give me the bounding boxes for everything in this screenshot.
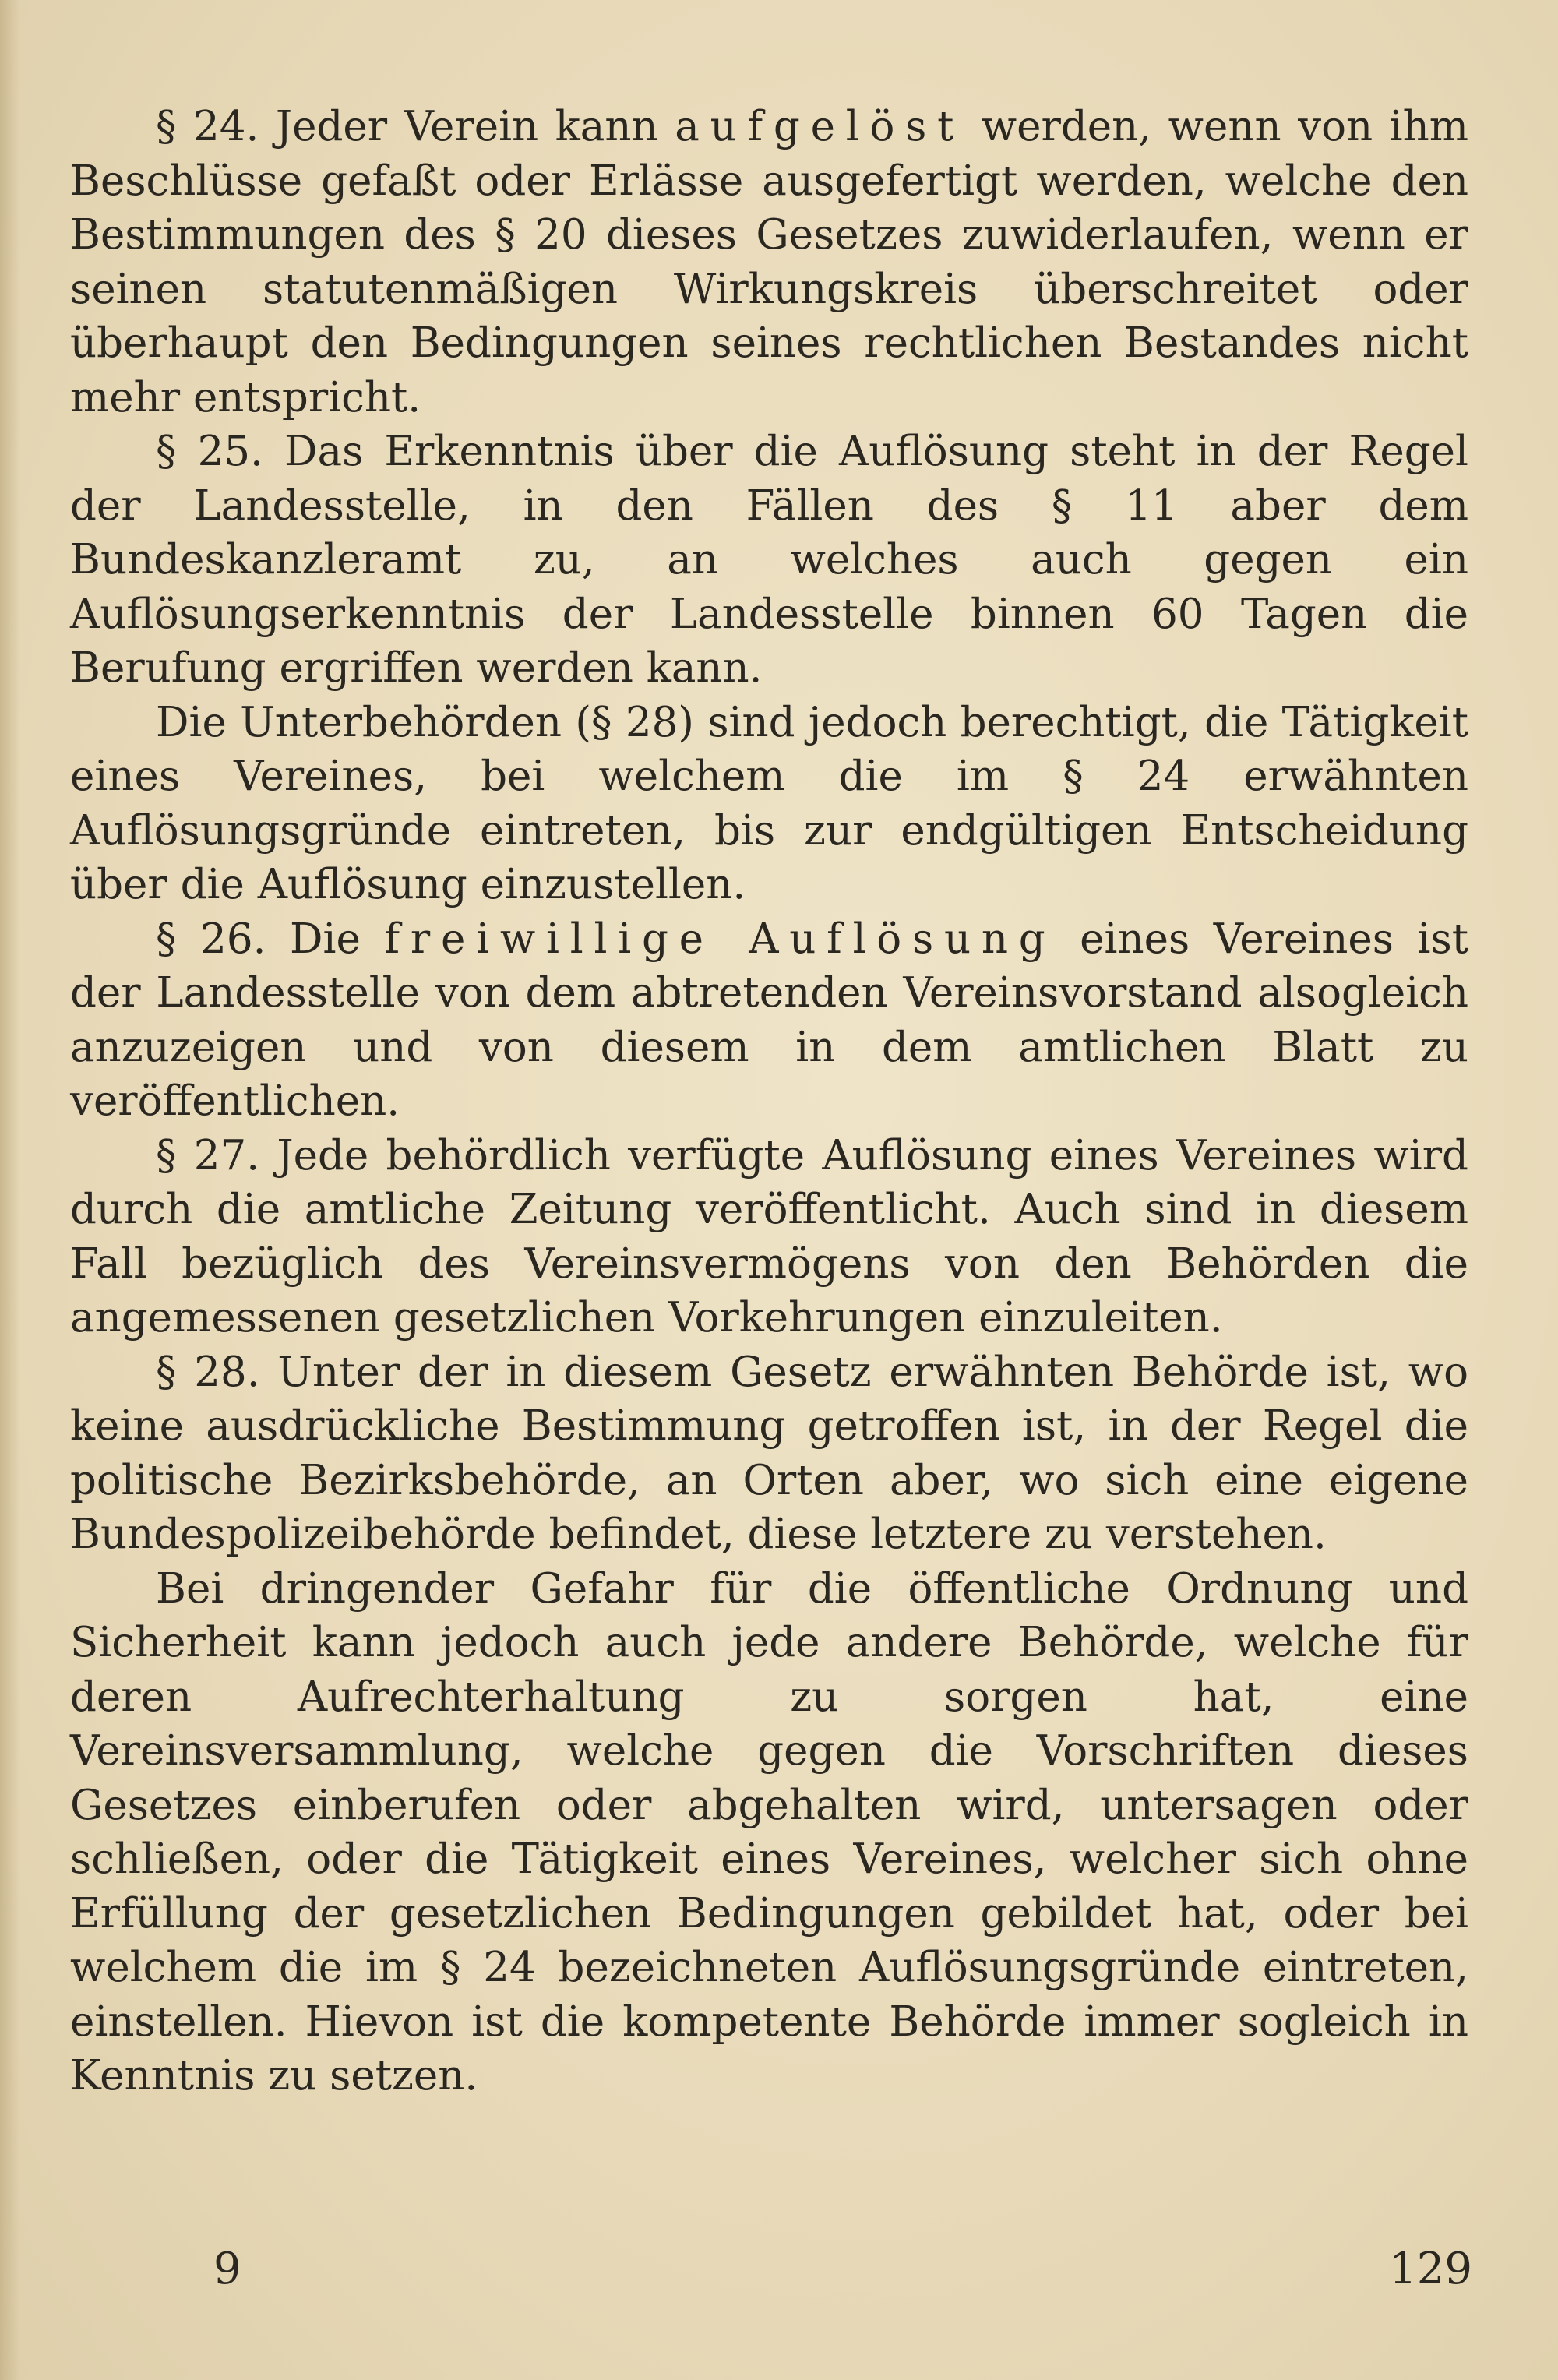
paragraph [70, 1345, 1468, 1562]
paragraph [70, 696, 1468, 912]
paragraph-text: § 27. Jede behördlich verfügte Auflösung eines Vereines wird durch die amtliche Zeitung veröffentlicht. Auch sind in diesem Fall bezüglich des Vereinsvermögens von den Behörden die angemessenen gesetzlichen Vorkehrungen einzuleiten. [70, 1131, 1468, 1342]
paragraph-text: § 24. Jeder Verein kann [156, 103, 675, 150]
paragraph [70, 912, 1468, 1129]
page-binding-shadow [0, 0, 20, 2380]
paragraph-text: werden, wenn von ihm Beschlüsse gefaßt oder Erlässe ausgefertigt werden, welche den Bestimmungen des § 20 dieses Gesetzes zuwiderlaufen, wenn er seinen statutenmäßigen Wirkungskreis überschreitet oder überhaupt den Bedingungen seines rechtlichen Bestandes nicht mehr entspricht. [70, 103, 1468, 421]
page-number: 129 [1389, 2244, 1472, 2294]
paragraph-text: eines Vereines ist der Landesstelle von dem abtretenden Vereinsvorstand alsogleich anzuzeigen und von diesem in dem amtlichen Blatt zu veröffentlichen. [70, 915, 1468, 1125]
paragraph [70, 425, 1468, 696]
body-text [70, 100, 1468, 2103]
paragraph-text: § 25. Das Erkenntnis über die Auflösung steht in der Regel der Landesstelle, in den Fällen des § 11 aber dem Bundeskanzleramt zu, an welches auch gegen ein Auflösungserkenntnis der Landesstelle binnen 60 Tagen die Berufung ergriffen werden kann. [70, 428, 1468, 692]
paragraph-text: Die Unterbehörden (§ 28) sind jedoch berechtigt, die Tätigkeit eines Vereines, bei welchem die im § 24 erwähnten Auflösungsgründe eintreten, bis zur endgültigen Entscheidung über die Auflösung einzustellen. [70, 698, 1468, 908]
page-footer [0, 2244, 1558, 2306]
paragraph [70, 100, 1468, 425]
spaced-emphasis-text: freiwillige Auflösung [384, 915, 1056, 963]
paragraph [70, 1562, 1468, 2103]
paragraph-text: Bei dringender Gefahr für die öffentliche Ordnung und Sicherheit kann jedoch auch jede andere Behörde, welche für deren Aufrechterhaltung zu sorgen hat, eine Vereinsversammlung, welche gegen die Vorschriften dieses Gesetzes einberufen oder abgehalten wird, untersagen oder schließen, oder die Tätigkeit eines Vereines, welcher sich ohne Erfüllung der gesetzlichen Bedingungen gebildet hat, oder bei welchem die im § 24 bezeichneten Auflösungsgründe eintreten, einstellen. Hievon ist die kompetente Behörde immer sogleich in Kenntnis zu setzen. [70, 1564, 1468, 2100]
spaced-emphasis-text: aufgelöst [675, 103, 965, 150]
paragraph-text: § 26. Die [156, 915, 385, 963]
signature-mark: 9 [213, 2244, 241, 2294]
paragraph [70, 1129, 1468, 1345]
paragraph-text: § 28. Unter der in diesem Gesetz erwähnten Behörde ist, wo keine ausdrückliche Bestimmung getroffen ist, in der Regel die politische Bezirksbehörde, an Orten aber, wo sich eine eigene Bundespolizeibehörde befindet, diese letztere zu verstehen. [70, 1348, 1468, 1558]
